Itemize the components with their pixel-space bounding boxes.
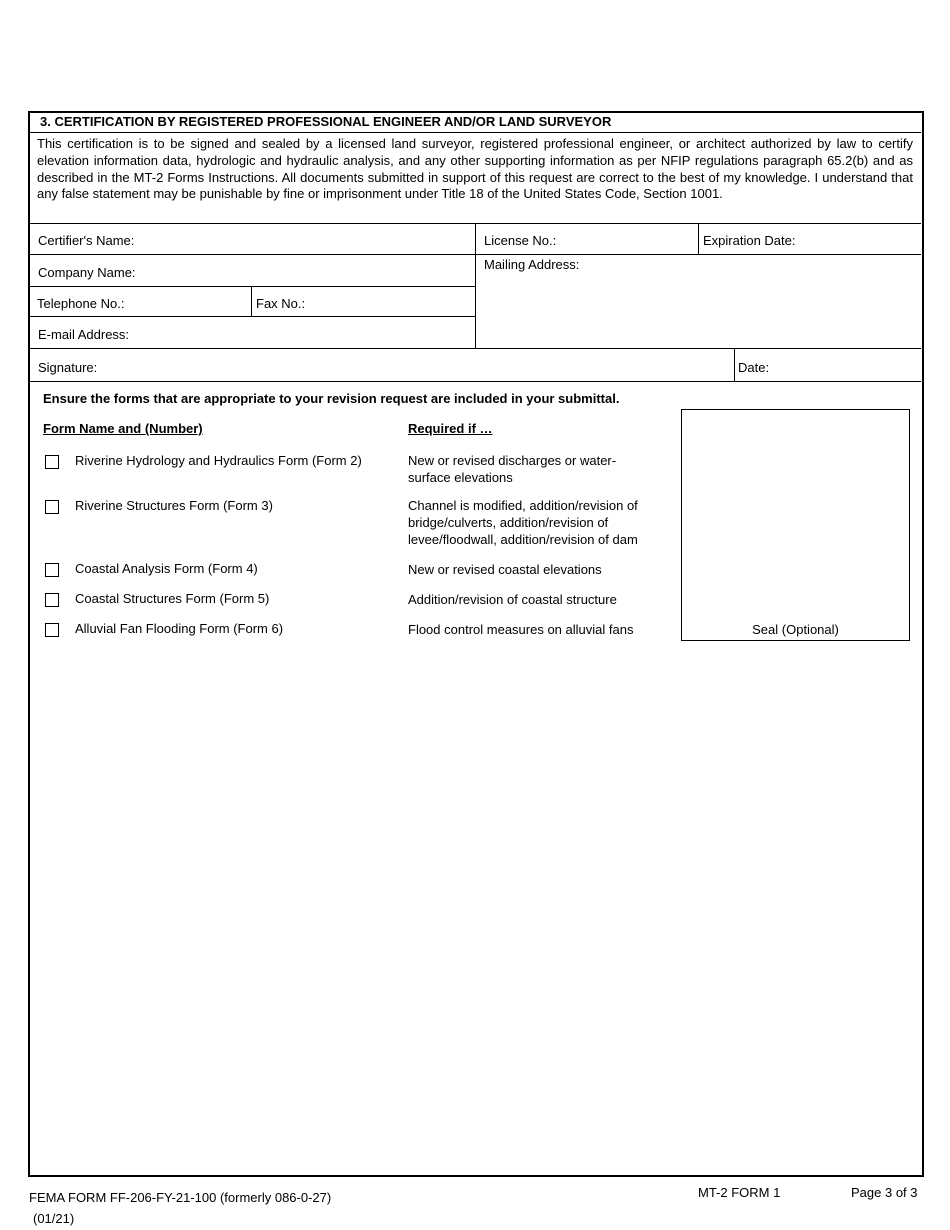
checklist-instruction: Ensure the forms that are appropriate to your revision request are included in your submittal. xyxy=(43,391,620,406)
divider xyxy=(29,286,475,287)
form-5-requirement: Addition/revision of coastal structure xyxy=(408,592,617,607)
form-4-requirement: New or revised coastal elevations xyxy=(408,562,602,577)
form-2-checkbox[interactable] xyxy=(45,455,59,469)
date-field[interactable]: Date: xyxy=(738,360,770,375)
form-revision: (01/21) xyxy=(33,1211,75,1226)
form-4-checkbox[interactable] xyxy=(45,563,59,577)
divider xyxy=(251,286,252,316)
divider xyxy=(475,223,476,348)
signature-field[interactable]: Signature: xyxy=(38,360,98,375)
form-2-label: Riverine Hydrology and Hydraulics Form (Form 2) xyxy=(75,453,362,468)
form-5-label: Coastal Structures Form (Form 5) xyxy=(75,591,270,606)
page-number: Page 3 of 3 xyxy=(851,1185,918,1200)
form-name: MT-2 FORM 1 xyxy=(698,1185,781,1200)
telephone-field[interactable]: Telephone No.: xyxy=(37,296,125,311)
form-2-requirement: New or revised discharges or water-surface elevations xyxy=(408,453,617,485)
email-field[interactable]: E-mail Address: xyxy=(38,327,130,342)
expiration-date-field[interactable]: Expiration Date: xyxy=(703,233,796,248)
section-title: 3. CERTIFICATION BY REGISTERED PROFESSIONAL ENGINEER AND/OR LAND SURVEYOR xyxy=(40,114,612,129)
divider xyxy=(29,316,475,317)
form-frame xyxy=(28,111,924,1177)
seal-label: Seal (Optional) xyxy=(752,622,839,637)
form-6-checkbox[interactable] xyxy=(45,623,59,637)
certification-statement: This certification is to be signed and sealed by a licensed land surveyor, registered professional engineer, or architect authorized by law to certify elevation information data, hydrologic and hydraulic analysis, and any other supporting information as per NFIP regulations paragraph 65.2(b) and as described in the MT-2 Forms Instructions. All documents submitted in support of this request are correct to the best of my knowledge. I understand that any false statement may be punishable by fine or imprisonment under Title 18 of the United States Code, Section 1001. xyxy=(37,136,913,202)
mailing-address-field[interactable]: Mailing Address: xyxy=(484,257,580,272)
form-6-requirement: Flood control measures on alluvial fans xyxy=(408,622,634,637)
form-name-column-header: Form Name and (Number) xyxy=(43,421,203,436)
form-3-checkbox[interactable] xyxy=(45,500,59,514)
form-6-label: Alluvial Fan Flooding Form (Form 6) xyxy=(75,621,284,636)
form-5-checkbox[interactable] xyxy=(45,593,59,607)
divider xyxy=(29,381,921,382)
form-3-label: Riverine Structures Form (Form 3) xyxy=(75,498,273,513)
divider xyxy=(734,348,735,381)
form-3-requirement: Channel is modified, addition/revision of bridge/culverts, addition/revision of levee/floodwall, addition/revision of dam xyxy=(408,498,638,547)
divider xyxy=(698,223,699,254)
certifier-name-field[interactable]: Certifier's Name: xyxy=(38,233,135,248)
seal-box[interactable] xyxy=(681,409,910,641)
required-if-column-header: Required if … xyxy=(408,421,493,436)
company-name-field[interactable]: Company Name: xyxy=(38,265,136,280)
divider xyxy=(29,348,921,349)
divider xyxy=(29,132,921,133)
license-number-field[interactable]: License No.: xyxy=(484,233,557,248)
form-id: FEMA FORM FF-206-FY-21-100 (formerly 086-0-27) xyxy=(29,1190,332,1205)
form-4-label: Coastal Analysis Form (Form 4) xyxy=(75,561,258,576)
fax-field[interactable]: Fax No.: xyxy=(256,296,306,311)
